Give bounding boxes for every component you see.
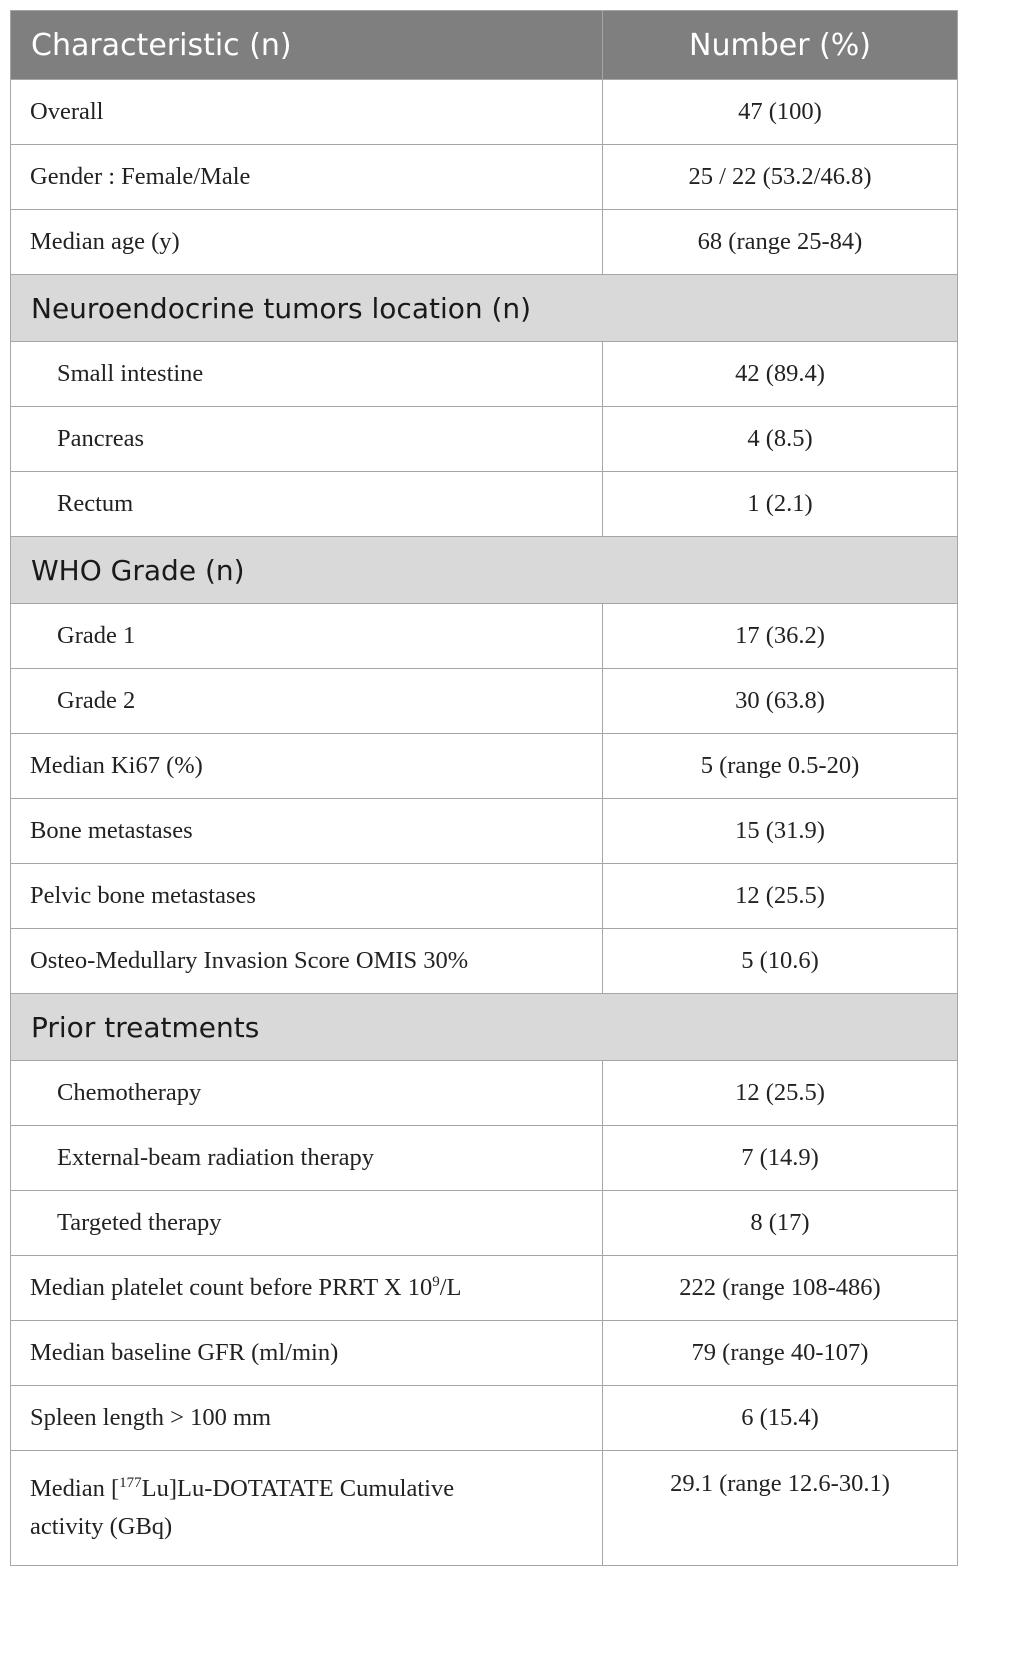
section-title-prior-treatments: Prior treatments [11,994,958,1061]
row-value: 29.1 (range 12.6-30.1) [603,1451,958,1566]
label-superscript: 177 [119,1475,142,1491]
table-header-row [11,11,958,80]
row-value: 12 (25.5) [603,864,958,929]
row-label: Pancreas [11,407,603,472]
row-value: 42 (89.4) [603,342,958,407]
row-value: 1 (2.1) [603,472,958,537]
row-value: 5 (range 0.5-20) [603,734,958,799]
row-label: Rectum [11,472,603,537]
table-row [11,472,958,537]
table-row [11,80,958,145]
label-line2: activity (GBq) [30,1513,173,1540]
row-label: Bone metastases [11,799,603,864]
table-row [11,1191,958,1256]
label-superscript: 9 [432,1274,440,1290]
label-prefix: Median platelet count before PRRT X 10 [30,1274,433,1301]
table-row [11,1126,958,1191]
label-suffix: /L [439,1274,462,1301]
row-label: Pelvic bone metastases [11,864,603,929]
row-label: Median age (y) [11,210,603,275]
section-title-location: Neuroendocrine tumors location (n) [11,275,958,342]
row-label: Median baseline GFR (ml/min) [11,1321,603,1386]
table-row [11,799,958,864]
row-value: 25 / 22 (53.2/46.8) [603,145,958,210]
table-row [11,1061,958,1126]
table-row [11,864,958,929]
table-row [11,145,958,210]
header-number: Number (%) [603,11,958,80]
row-value: 8 (17) [603,1191,958,1256]
section-title-who-grade: WHO Grade (n) [11,537,958,604]
row-label: Spleen length > 100 mm [11,1386,603,1451]
section-header-row [11,537,958,604]
section-header-row [11,994,958,1061]
table-row [11,1256,958,1321]
row-label: Overall [11,80,603,145]
row-label: Osteo-Medullary Invasion Score OMIS 30% [11,929,603,994]
section-header-row [11,275,958,342]
label-suffix: Lu]Lu-DOTATATE Cumulative [141,1475,455,1502]
header-characteristic: Characteristic (n) [11,11,603,80]
row-label: Small intestine [11,342,603,407]
row-value: 12 (25.5) [603,1061,958,1126]
row-label: Gender : Female/Male [11,145,603,210]
row-value: 15 (31.9) [603,799,958,864]
row-label-cumulative [11,1451,603,1566]
row-value: 5 (10.6) [603,929,958,994]
table-row [11,1386,958,1451]
row-label: External-beam radiation therapy [11,1126,603,1191]
row-value: 47 (100) [603,80,958,145]
row-value: 222 (range 108-486) [603,1256,958,1321]
row-label-platelet [11,1256,603,1321]
row-value: 79 (range 40-107) [603,1321,958,1386]
table-row [11,929,958,994]
table-row [11,1321,958,1386]
row-value: 6 (15.4) [603,1386,958,1451]
row-label: Grade 1 [11,604,603,669]
row-label: Targeted therapy [11,1191,603,1256]
row-value: 4 (8.5) [603,407,958,472]
row-value: 68 (range 25-84) [603,210,958,275]
table-row [11,604,958,669]
table-row [11,734,958,799]
row-value: 30 (63.8) [603,669,958,734]
row-value: 17 (36.2) [603,604,958,669]
row-value: 7 (14.9) [603,1126,958,1191]
table-row [11,407,958,472]
table-row [11,1451,958,1566]
row-label: Median Ki67 (%) [11,734,603,799]
table-row [11,342,958,407]
row-label: Chemotherapy [11,1061,603,1126]
table-row [11,669,958,734]
row-label: Grade 2 [11,669,603,734]
label-prefix: Median [ [30,1475,120,1502]
table-row [11,210,958,275]
characteristics-table [10,10,958,1566]
